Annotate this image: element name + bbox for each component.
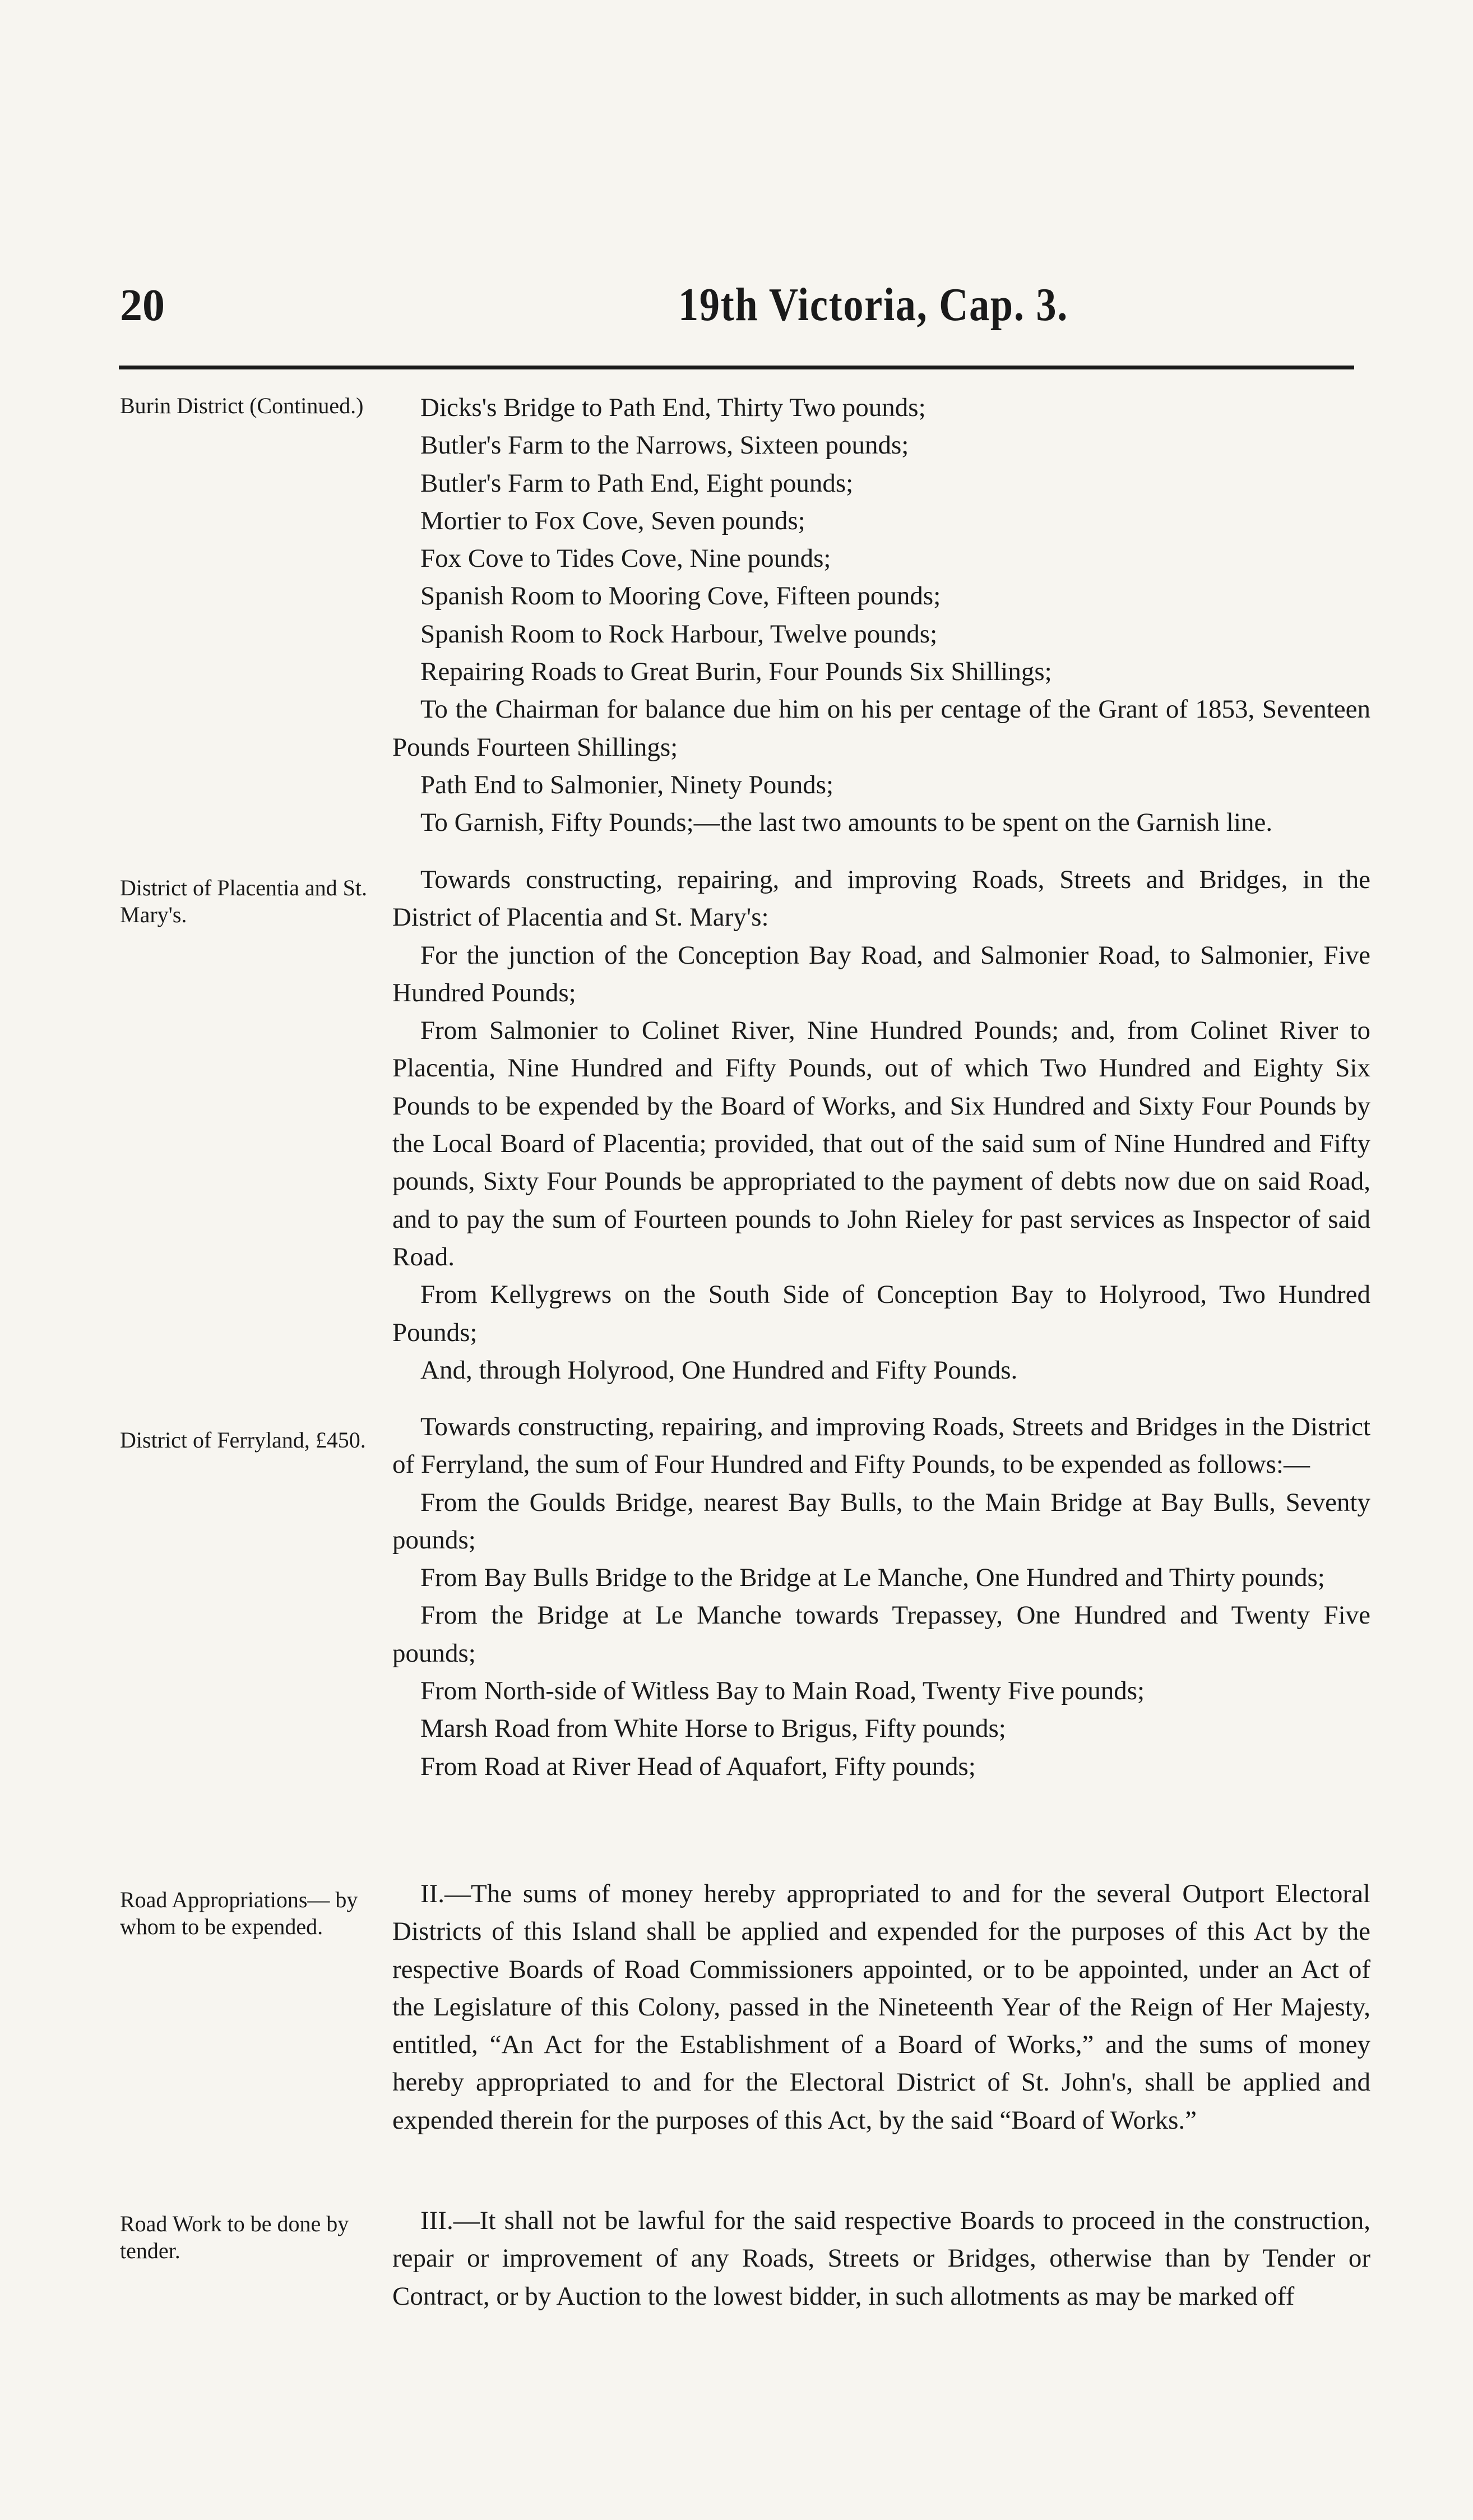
ferryland-paragraph: From Road at River Head of Aquafort, Fifty pounds; (420, 1751, 976, 1781)
header-rule (119, 366, 1354, 369)
burin-line: Path End to Salmonier, Ninety Pounds; (420, 770, 834, 799)
burin-section (392, 389, 1370, 842)
burin-line: Butler's Farm to the Narrows, Sixteen pounds; (420, 431, 909, 460)
margin-note-ferryland: District of Ferryland, £450. (120, 1427, 366, 1453)
margin-note-burin: Burin District (Continued.) (120, 393, 364, 418)
burin-line: Dicks's Bridge to Path End, Thirty Two pounds; (420, 393, 926, 422)
section-three (392, 2202, 1370, 2315)
placentia-section (392, 861, 1370, 1389)
placentia-paragraph: Towards constructing, repairing, and improving Roads, Streets and Bridges, in the District of Placentia and St. Mary's: (392, 865, 1370, 932)
running-head: 19th Victoria, Cap. 3. (678, 279, 1069, 331)
ferryland-paragraph: From Bay Bulls Bridge to the Bridge at Le Manche, One Hundred and Thirty pounds; (420, 1563, 1325, 1593)
placentia-paragraph: And, through Holyrood, One Hundred and Fifty Pounds. (420, 1355, 1018, 1385)
ferryland-paragraph: Marsh Road from White Horse to Brigus, Fifty pounds; (420, 1714, 1006, 1744)
burin-line: Mortier to Fox Cove, Seven pounds; (420, 506, 805, 535)
margin-note-road-work: Road Work to be done by tender. (120, 2211, 349, 2263)
burin-line: Butler's Farm to Path End, Eight pounds; (420, 468, 854, 498)
burin-line: To Garnish, Fifty Pounds;—the last two amounts to be spent on the Garnish line. (420, 808, 1273, 838)
ferryland-paragraph: Towards constructing, repairing, and improving Roads, Streets and Bridges in the District of Ferryland, the sum of Four Hundred and Fifty Pounds, to be expended as follows:— (392, 1412, 1370, 1479)
burin-line: Fox Cove to Tides Cove, Nine pounds; (420, 544, 831, 574)
ferryland-section (392, 1408, 1370, 1786)
section-two-text: II.—The sums of money hereby appropriated to and for the several Outport Electoral Districts of this Island shall be applied and expended for the purposes of this Act by the respective Boards of Road Commissioners appointed, or to be appointed, under an Act of the Legislature of this Colony, passed in the Nineteenth Year of the Reign of Her Majesty, entitled, “An Act for the Establishment of a Board of Works,” and the sums of money hereby appropriated to and for the Electoral District of St. John's, shall be applied and expended therein for the purposes of this Act, by the said “Board of Works.” (392, 1879, 1370, 2135)
placentia-paragraph: From Kellygrews on the South Side of Conception Bay to Holyrood, Two Hundred Pounds; (392, 1280, 1370, 1347)
placentia-paragraph: For the junction of the Conception Bay Road, and Salmonier Road, to Salmonier, Five Hundred Pounds; (392, 940, 1370, 1007)
margin-note-road-appropriations: Road Appropriations— by whom to be expended. (120, 1887, 358, 1939)
page-number: 20 (120, 281, 165, 330)
section-three-text: III.—It shall not be lawful for the said respective Boards to proceed in the construction, repair or improvement of any Roads, Streets or Bridges, otherwise than by Tender or Contract, or by Auction to the lowest bidder, in such allotments as may be marked off (392, 2206, 1370, 2311)
burin-line: Spanish Room to Rock Harbour, Twelve pounds; (420, 619, 938, 649)
placentia-paragraph: From Salmonier to Colinet River, Nine Hundred Pounds; and, from Colinet River to Placentia, Nine Hundred and Fifty Pounds, out of which Two Hundred and Eighty Six Pounds to be expended by the Board of Works, and Six Hundred and Sixty Four Pounds by the Local Board of Placentia; provided, that out of the said sum of Nine Hundred and Fifty pounds, Sixty Four Pounds be appropriated to the payment of debts now due on said Road, and to pay the sum of Fourteen pounds to John Rieley for past services as Inspector of said Road. (392, 1016, 1370, 1271)
ferryland-paragraph: From North-side of Witless Bay to Main Road, Twenty Five pounds; (420, 1676, 1145, 1706)
ferryland-paragraph: From the Goulds Bridge, nearest Bay Bulls, to the Main Bridge at Bay Bulls, Seventy pounds; (392, 1487, 1370, 1555)
burin-line: Spanish Room to Mooring Cove, Fifteen pounds; (420, 581, 941, 611)
margin-note-placentia: District of Placentia and St. Mary's. (120, 875, 368, 927)
section-two (392, 1875, 1370, 2139)
burin-line: To the Chairman for balance due him on his per centage of the Grant of 1853, Seventeen Pounds Fourteen Shillings; (392, 695, 1370, 762)
ferryland-paragraph: From the Bridge at Le Manche towards Trepassey, One Hundred and Twenty Five pounds; (392, 1601, 1370, 1668)
burin-line: Repairing Roads to Great Burin, Four Pounds Six Shillings; (420, 657, 1052, 687)
